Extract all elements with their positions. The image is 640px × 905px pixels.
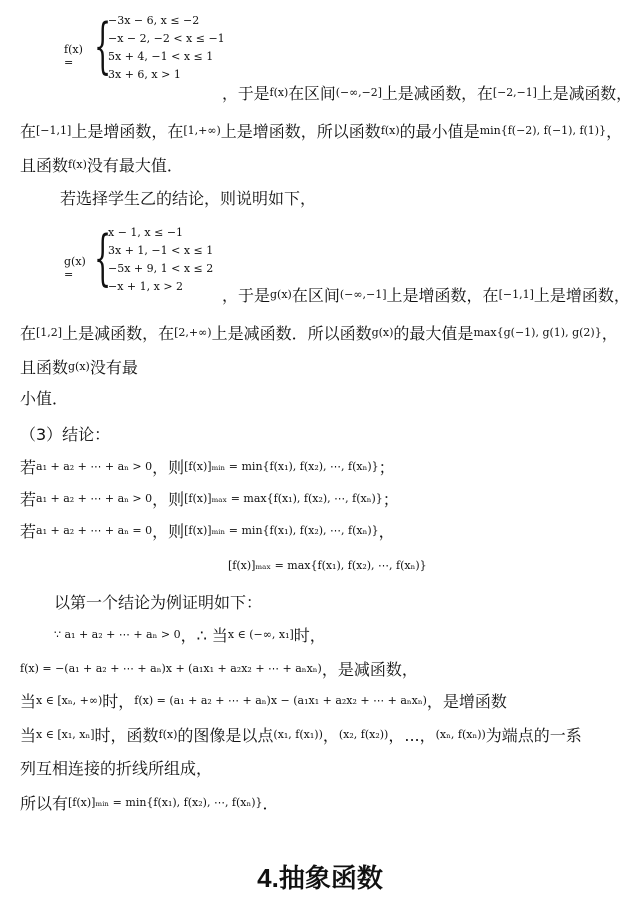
conclusion: 若a₁ + a₂ + ⋯ + aₙ > 0，则[f(x)]ₘₐₓ = max{f(x₁), f(x₂), ⋯, f(xₙ)}； <box>20 490 399 509</box>
conclusion: 若a₁ + a₂ + ⋯ + aₙ > 0，则[f(x)]ₘᵢₙ = min{f(x₁), f(x₂), ⋯, f(xₙ)}； <box>20 458 395 477</box>
piecewise-row: 3x + 1, −1 < x ≤ 1 <box>108 244 214 257</box>
paragraph: 列互相连接的折线所组成， <box>20 759 213 778</box>
paragraph: 当x ∈ [x₁, xₙ]时，函数f(x)的图像是以点(x₁, f(x₁))，(x₂, f(x₂))，...，(xₙ, f(xₙ))为端点的一系 <box>20 726 582 745</box>
brace: { <box>94 223 112 293</box>
paragraph: 且函数f(x)没有最大值． <box>20 156 183 175</box>
section-title: 4.抽象函数 <box>257 863 383 893</box>
paragraph: 且函数g(x)没有最 <box>20 358 138 377</box>
paragraph: 在[1,2]上是减函数，在[2,+∞)上是减函数．所以函数g(x)的最大值是max{g(−1), g(1), g(2)}， <box>20 324 618 343</box>
paragraph: 在[−1,1]上是增函数，在[1,+∞)上是增函数，所以函数f(x)的最小值是min{f(−2), f(−1), f(1)}， <box>20 122 623 141</box>
brace: { <box>94 11 112 81</box>
piecewise-g-lhs: g(x) = <box>64 255 86 281</box>
paragraph: 小值． <box>20 389 69 408</box>
paragraph: f(x) = −(a₁ + a₂ + ⋯ + aₙ)x + (a₁x₁ + a₂x₂ + ⋯ + aₙxₙ)，是减函数， <box>20 660 418 679</box>
paragraph: ∵ a₁ + a₂ + ⋯ + aₙ > 0，∴ 当x ∈ (−∞, x₁]时， <box>54 626 326 645</box>
piecewise-row: −x + 1, x > 2 <box>108 280 184 293</box>
paragraph: ，于是f(x)在区间(−∞,−2]上是减函数，在[−2,−1]上是减函数， <box>222 84 632 103</box>
paragraph: 所以有[f(x)]ₘᵢₙ = min{f(x₁), f(x₂), ⋯, f(xₙ)}． <box>20 794 279 813</box>
paragraph: 若选择学生乙的结论，则说明如下， <box>60 189 317 208</box>
piecewise-row: −3x − 6, x ≤ −2 <box>108 14 200 27</box>
piecewise-row: 3x + 6, x > 1 <box>108 68 181 81</box>
conclusion: [f(x)]ₘₐₓ = max{f(x₁), f(x₂), ⋯, f(xₙ)} <box>228 559 427 572</box>
paragraph: （3）结论： <box>20 425 111 444</box>
conclusion: 若a₁ + a₂ + ⋯ + aₙ = 0，则[f(x)]ₘᵢₙ = min{f(x₁), f(x₂), ⋯, f(xₙ)}， <box>20 522 395 541</box>
piecewise-row: −5x + 9, 1 < x ≤ 2 <box>108 262 214 275</box>
paragraph: 以第一个结论为例证明如下： <box>54 593 263 612</box>
paragraph: 当x ∈ [xₙ, +∞)时，f(x) = (a₁ + a₂ + ⋯ + aₙ)x − (a₁x₁ + a₂x₂ + ⋯ + aₙxₙ)，是增函数 <box>20 692 507 711</box>
piecewise-row: −x − 2, −2 < x ≤ −1 <box>108 32 225 45</box>
piecewise-row: x − 1, x ≤ −1 <box>108 226 184 239</box>
paragraph: ，于是g(x)在区间(−∞,−1]上是增函数，在[−1,1]上是增函数， <box>222 286 630 305</box>
piecewise-f-lhs: f(x) = <box>64 43 83 69</box>
piecewise-row: 5x + 4, −1 < x ≤ 1 <box>108 50 214 63</box>
